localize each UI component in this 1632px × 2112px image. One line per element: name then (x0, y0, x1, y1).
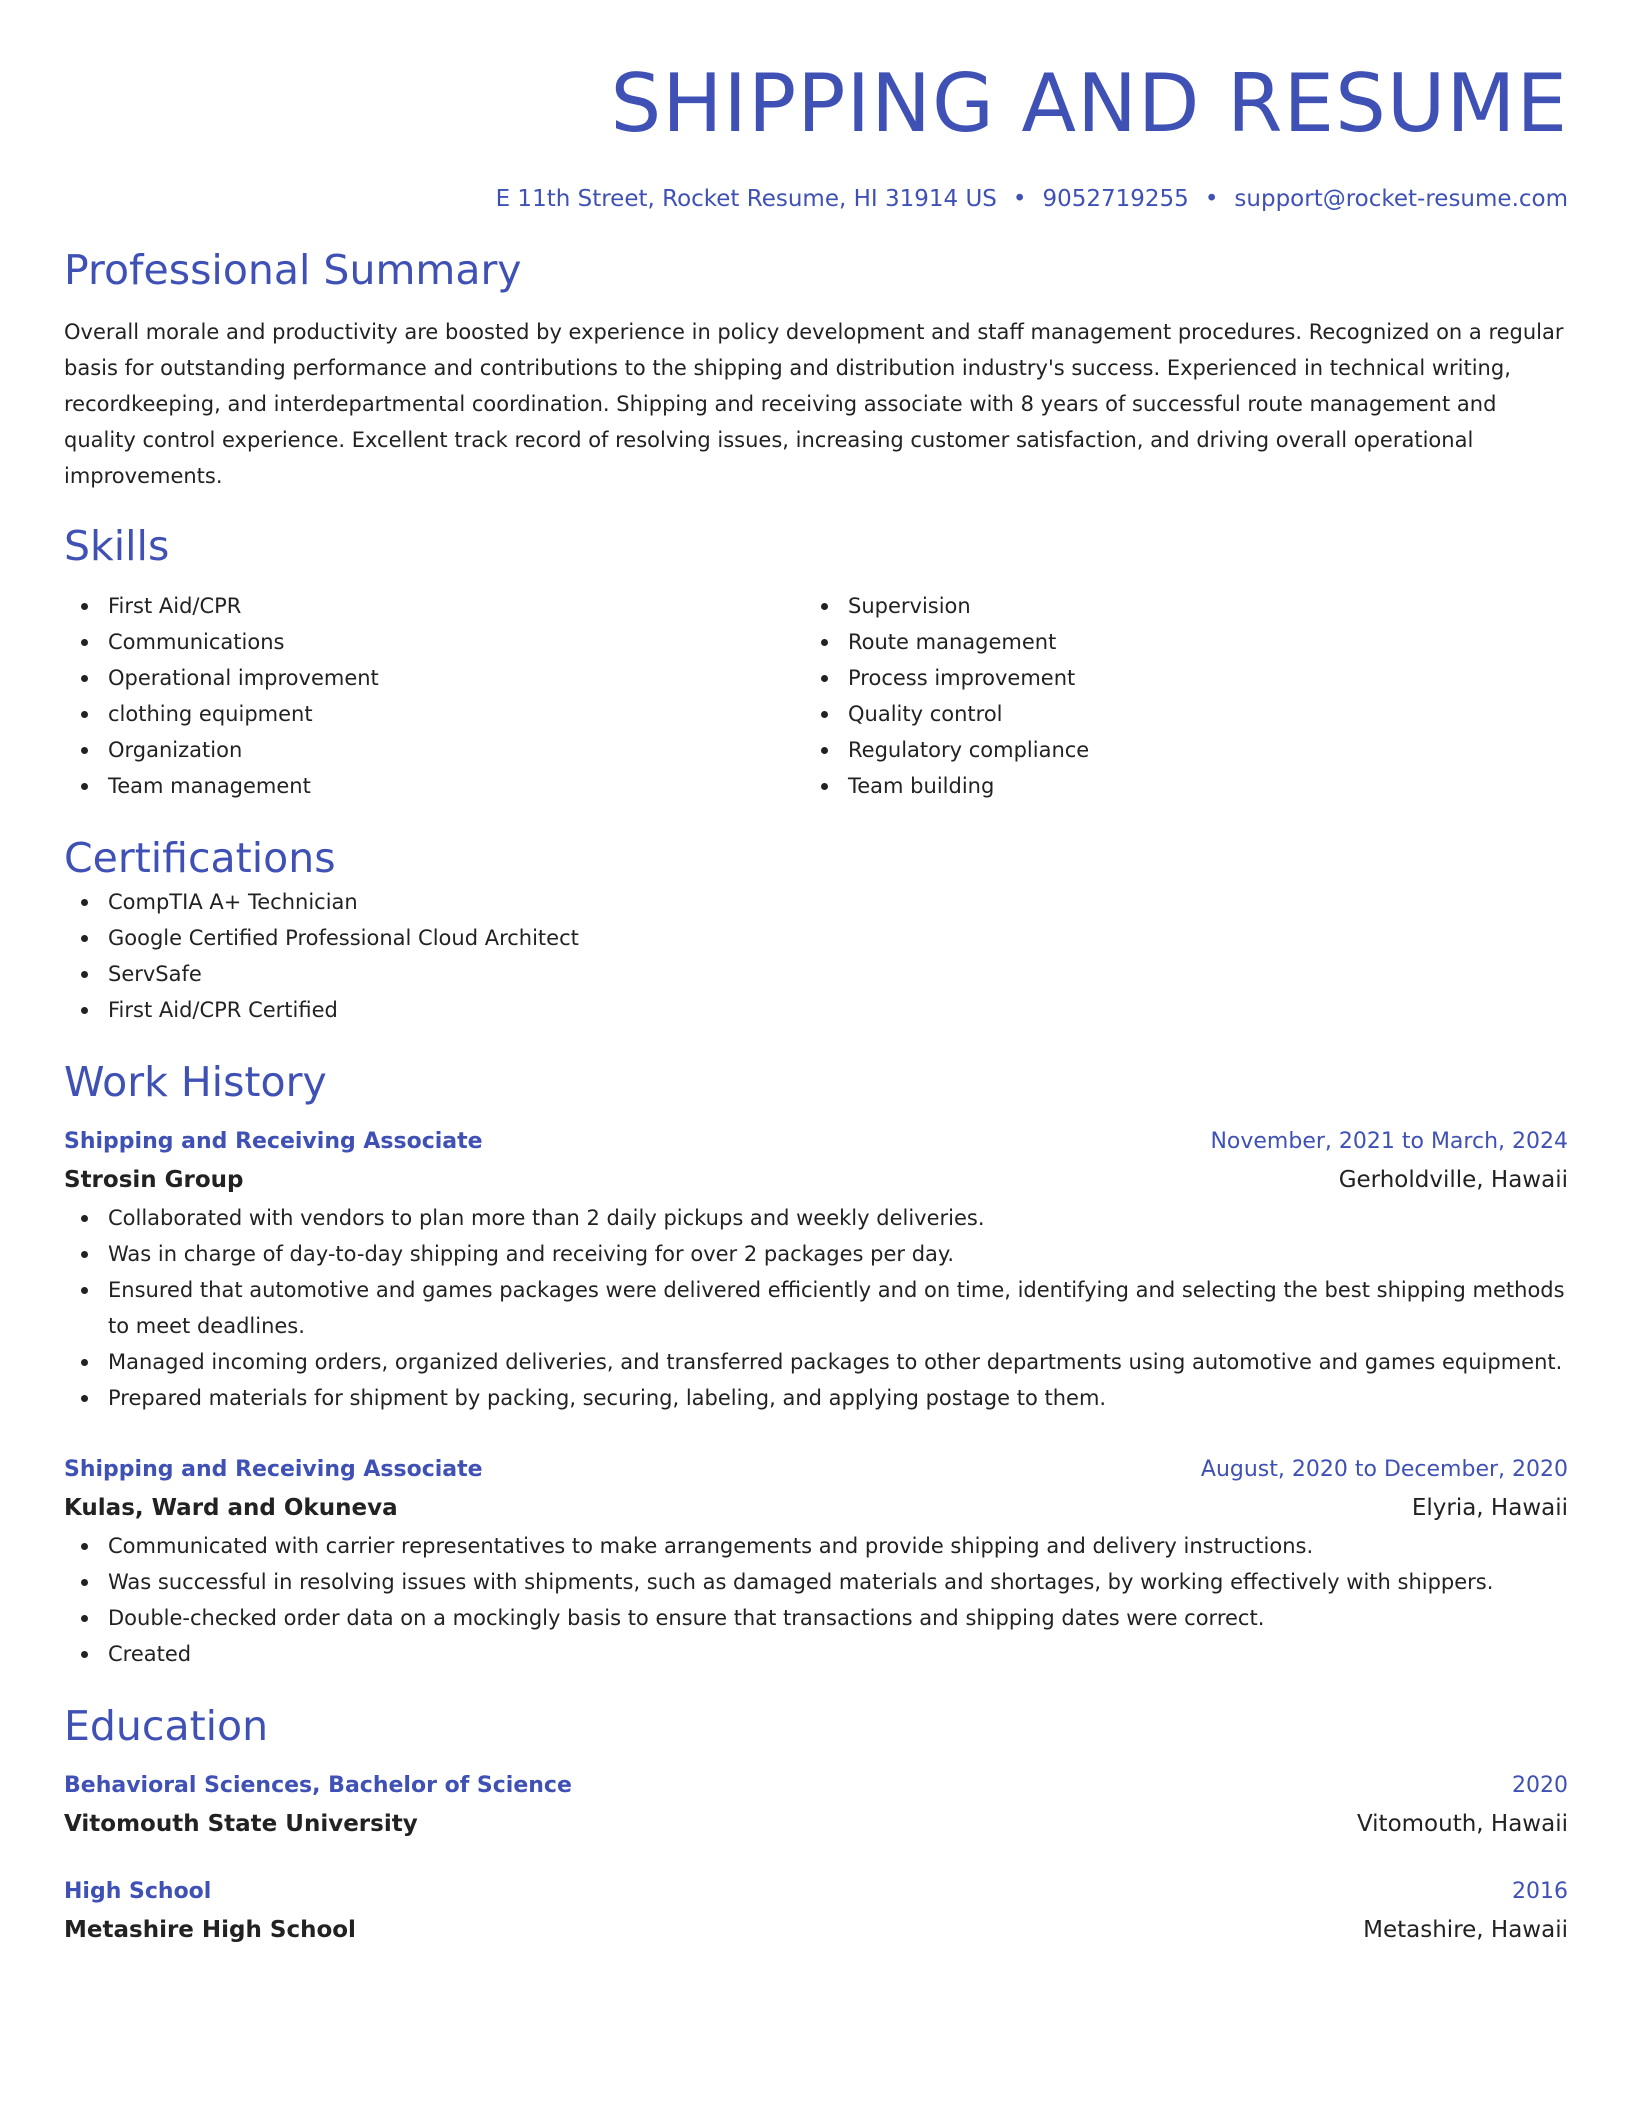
education-school-row (64, 1804, 1568, 1844)
job-bullet (64, 1528, 1568, 1564)
job-title: Shipping and Receiving Associate (64, 1457, 483, 1482)
job-header-row (64, 1124, 1568, 1160)
certification-label: Google Certified Professional Cloud Architect (108, 926, 579, 950)
bullet-icon (81, 1359, 88, 1366)
certification-item (64, 920, 1568, 956)
skill-item (804, 768, 1544, 804)
job-bullet-text: Created (108, 1642, 192, 1666)
certification-label: ServSafe (108, 962, 202, 986)
skill-label: Regulatory compliance (848, 738, 1090, 762)
bullet-icon (821, 711, 828, 718)
certifications-list (64, 884, 1568, 1028)
education-degree: High School (64, 1879, 212, 1904)
job-dates: November, 2021 to March, 2024 (1210, 1129, 1568, 1154)
education-entry (64, 1874, 1568, 1950)
job-company-row (64, 1160, 1568, 1200)
education-school: Vitomouth State University (64, 1811, 418, 1837)
skills-column-left (64, 588, 804, 804)
certification-label: First Aid/CPR Certified (108, 998, 338, 1022)
job-company: Kulas, Ward and Okuneva (64, 1495, 398, 1521)
job-title: Shipping and Receiving Associate (64, 1129, 483, 1154)
bullet-icon (81, 747, 88, 754)
bullet-icon (821, 639, 828, 646)
skill-label: Supervision (848, 594, 971, 618)
job-company-row (64, 1488, 1568, 1528)
skill-label: Team management (108, 774, 311, 798)
skill-label: Route management (848, 630, 1057, 654)
contact-phone: 9052719255 (1042, 186, 1189, 212)
job-bullet-text: Ensured that automotive and games packages were delivered efficiently and on time, identifying and selecting the best shipping methods to meet deadlines. (108, 1278, 1565, 1338)
job-location: Gerholdville, Hawaii (1338, 1167, 1568, 1193)
job-bullets (64, 1200, 1568, 1416)
skill-item (64, 588, 804, 624)
education-school-row (64, 1910, 1568, 1950)
job-bullet-text: Double-checked order data on a mockingly basis to ensure that transactions and shipping dates were correct. (108, 1606, 1265, 1630)
bullet-icon (81, 1215, 88, 1222)
bullet-icon (81, 971, 88, 978)
skill-item (804, 732, 1544, 768)
job-bullet (64, 1636, 1568, 1672)
education-header-row (64, 1768, 1568, 1804)
skills-list-left (64, 588, 804, 804)
skill-label: Quality control (848, 702, 1003, 726)
contact-line (64, 182, 1568, 216)
job-header-row (64, 1452, 1568, 1488)
bullet-icon (81, 711, 88, 718)
education-header-row (64, 1874, 1568, 1910)
job-bullet-text: Was successful in resolving issues with shipments, such as damaged materials and shortages, by working effectively with shippers. (108, 1570, 1494, 1594)
bullet-icon (81, 1579, 88, 1586)
bullet-icon (81, 675, 88, 682)
bullet-icon (81, 1651, 88, 1658)
skill-item (64, 696, 804, 732)
job-bullet (64, 1380, 1568, 1416)
contact-address: E 11th Street, Rocket Resume, HI 31914 US (495, 186, 997, 212)
job-bullet (64, 1272, 1568, 1344)
bullet-icon (81, 1287, 88, 1294)
contact-separator: • (1012, 186, 1027, 212)
job-bullet (64, 1236, 1568, 1272)
skill-label: clothing equipment (108, 702, 313, 726)
contact-email: support@rocket-resume.com (1234, 186, 1568, 212)
summary-text: Overall morale and productivity are boosted by experience in policy development and staff management procedures. Recognized on a regular basis for outstanding performance and contributions to the shipping and distribution industry's success. Experienced in technical writing, recordkeeping, and interdepartmental coordination. Shipping and receiving associate with 8 years of successful route management and quality control experience. Excellent track record of resolving issues, increasing customer satisfaction, and driving overall operational improvements. (64, 320, 1564, 488)
job-bullet (64, 1344, 1568, 1380)
bullet-icon (81, 1615, 88, 1622)
bullet-icon (81, 1251, 88, 1258)
job-bullet-text: Managed incoming orders, organized deliveries, and transferred packages to other departments using automotive and games equipment. (108, 1350, 1563, 1374)
bullet-icon (81, 783, 88, 790)
skill-label: Process improvement (848, 666, 1076, 690)
skill-item (64, 732, 804, 768)
education-location: Metashire, Hawaii (1363, 1917, 1568, 1943)
bullet-icon (81, 639, 88, 646)
certification-item (64, 884, 1568, 920)
job-bullet (64, 1600, 1568, 1636)
education-year: 2016 (1512, 1879, 1568, 1904)
skill-label: Operational improvement (108, 666, 379, 690)
skill-label: First Aid/CPR (108, 594, 242, 618)
certification-item (64, 992, 1568, 1028)
job-bullet-text: Communicated with carrier representatives to make arrangements and provide shipping and delivery instructions. (108, 1534, 1314, 1558)
contact-separator: • (1204, 186, 1219, 212)
section-title-summary: Professional Summary (64, 246, 522, 294)
section-title-work-history: Work History (64, 1058, 327, 1106)
job-bullet-text: Was in charge of day-to-day shipping and receiving for over 2 packages per day. (108, 1242, 955, 1266)
job-location: Elyria, Hawaii (1411, 1495, 1568, 1521)
job-bullet-text: Prepared materials for shipment by packing, securing, labeling, and applying postage to them. (108, 1386, 1107, 1410)
resume-name: SHIPPING AND RESUME (610, 57, 1568, 150)
section-title-certifications: Certifications (64, 834, 336, 882)
skills-list-right (804, 588, 1544, 804)
job-entry (64, 1124, 1568, 1416)
skill-label: Organization (108, 738, 243, 762)
skill-label: Team building (848, 774, 995, 798)
bullet-icon (81, 1543, 88, 1550)
skill-item (804, 660, 1544, 696)
job-entry (64, 1452, 1568, 1672)
skills-grid (64, 588, 1568, 804)
job-bullet (64, 1564, 1568, 1600)
skill-item (804, 696, 1544, 732)
skill-label: Communications (108, 630, 285, 654)
bullet-icon (81, 1395, 88, 1402)
certification-item (64, 956, 1568, 992)
bullet-icon (821, 603, 828, 610)
skill-item (64, 768, 804, 804)
job-dates: August, 2020 to December, 2020 (1200, 1457, 1568, 1482)
skills-column-right (804, 588, 1544, 804)
bullet-icon (81, 1007, 88, 1014)
skill-item (64, 660, 804, 696)
education-location: Vitomouth, Hawaii (1356, 1811, 1568, 1837)
resume-header (64, 56, 1568, 216)
skill-item (64, 624, 804, 660)
bullet-icon (821, 783, 828, 790)
education-year: 2020 (1512, 1773, 1568, 1798)
bullet-icon (81, 935, 88, 942)
bullet-icon (81, 603, 88, 610)
job-bullet-text: Collaborated with vendors to plan more than 2 daily pickups and weekly deliveries. (108, 1206, 985, 1230)
section-title-skills: Skills (64, 522, 170, 570)
job-bullet (64, 1200, 1568, 1236)
education-entry (64, 1768, 1568, 1844)
education-school: Metashire High School (64, 1917, 356, 1943)
bullet-icon (821, 675, 828, 682)
certification-label: CompTIA A+ Technician (108, 890, 358, 914)
section-title-education: Education (64, 1702, 269, 1750)
job-bullets (64, 1528, 1568, 1672)
job-company: Strosin Group (64, 1167, 244, 1193)
bullet-icon (81, 899, 88, 906)
bullet-icon (821, 747, 828, 754)
education-degree: Behavioral Sciences, Bachelor of Science (64, 1773, 572, 1798)
skill-item (804, 624, 1544, 660)
skill-item (804, 588, 1544, 624)
